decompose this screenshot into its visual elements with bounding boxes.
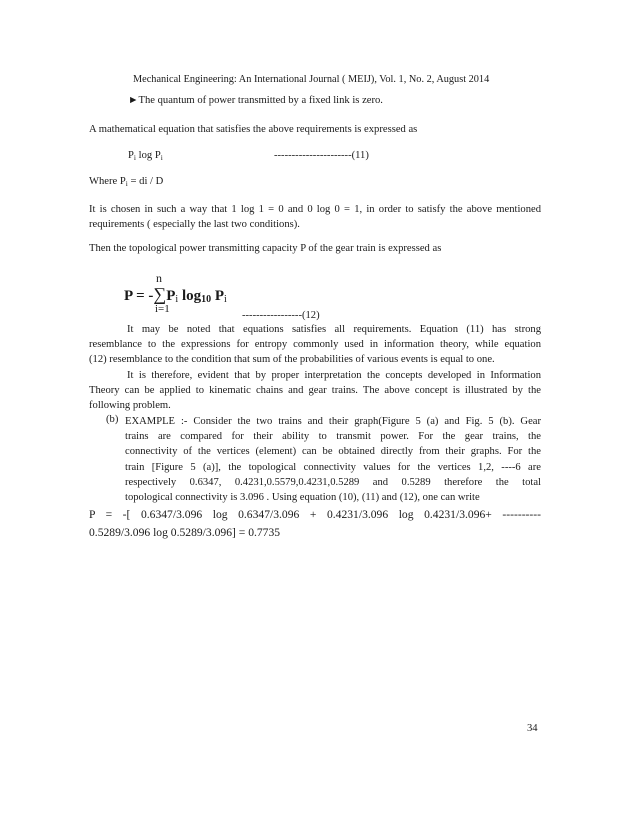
example-line: train [Figure 5 (a)], the topological connectivity values for the vertices 1,2, ----6 are: [125, 461, 541, 473]
eq12-lhs: P = -: [124, 288, 154, 304]
paragraph-line: Theory can be applied to kinematic chains and gear trains. The above concept is illustrated by the: [89, 385, 541, 397]
paragraph-line: (12) resemblance to the condition that sum of the probabilities of various events is equal to one.: [89, 354, 495, 366]
example-line: topological connectivity is 3.096 . Using equation (10), (11) and (12), one can write: [125, 491, 480, 503]
where-sub: i: [125, 179, 128, 188]
calculation-line-2: 0.5289/3.096 log 0.5289/3.096] = 0.7735: [89, 526, 281, 539]
equation-11-number: ----------------------(11): [274, 150, 369, 161]
example-line: trains are compared for their ability to transmit power. For the gear trains, the: [125, 431, 541, 443]
where-prefix: Where P: [89, 176, 126, 187]
eq11-log: log P: [136, 150, 161, 161]
example-label: (b): [106, 414, 119, 425]
eq12-log: log: [178, 288, 202, 304]
calculation-line-1: P = -[ 0.6347/3.096 log 0.6347/3.096 + 0.4231/3.096 log 0.4231/3.096+ ----------: [89, 508, 541, 521]
eq11-sub-i2: i: [160, 153, 163, 162]
example-paragraph: [125, 414, 541, 505]
paragraph-therefore: [89, 368, 541, 414]
then-sentence: Then the topological power transmitting capacity P of the gear train is expressed as: [89, 243, 442, 254]
paragraph-line: requirements ( especially the last two conditions).: [89, 219, 300, 231]
example-line: connectivity of the vertices (element) can be obtained directly from their graphs. For the: [125, 446, 541, 458]
example-line: EXAMPLE :- Consider the two trains and their graph(Figure 5 (a) and Fig. 5 (b). Gear: [125, 416, 541, 427]
eq12-term-p: P: [166, 288, 176, 304]
running-header: Mechanical Engineering: An International Journal ( MEIJ), Vol. 1, No. 2, August 2014: [133, 74, 490, 85]
eq11-sub-i: i: [133, 153, 136, 162]
paragraph-line: It is chosen in such a way that 1 log 1 = 0 and 0 log 0 = 1, in order to satisfy the above mentioned: [89, 204, 541, 215]
page-number: 34: [527, 723, 538, 734]
paragraph-line: It may be noted that equations satisfies all requirements. Equation (11) has strong: [127, 324, 541, 335]
eq11-p: P: [128, 150, 134, 161]
example-line: respectively 0.6347, 0.4231,0.5579,0.4231,0.5289 and 0.5289 therefore the total: [125, 476, 541, 488]
paragraph-line: following problem.: [89, 400, 171, 412]
intro-sentence: A mathematical equation that satisfies the above requirements is expressed as: [89, 124, 418, 135]
equation-11: [128, 150, 163, 162]
paragraph-line: resemblance to the expressions for entropy commonly used in information theory, while equation: [89, 339, 541, 351]
equation-12-number: -----------------(12): [242, 310, 320, 321]
paragraph-line: It is therefore, evident that by proper interpretation the concepts developed in Information: [127, 370, 541, 381]
paragraph-noted: [89, 322, 541, 368]
where-suffix: = di / D: [127, 176, 164, 187]
paragraph-chosen: [89, 202, 541, 232]
eq12-sub-10: 10: [201, 294, 212, 305]
eq12-sub-i: i: [175, 294, 179, 305]
eq12-upper-limit: n: [156, 271, 162, 285]
where-definition: [89, 176, 163, 188]
eq12-term-p2: P: [211, 288, 225, 304]
eq12-sub-i2: i: [224, 294, 227, 305]
sigma-symbol: ∑: [153, 284, 167, 304]
equation-12: [124, 284, 227, 305]
eq12-lower-limit: i=1: [155, 303, 170, 315]
bullet-statement: ►The quantum of power transmitted by a fixed link is zero.: [128, 95, 383, 106]
